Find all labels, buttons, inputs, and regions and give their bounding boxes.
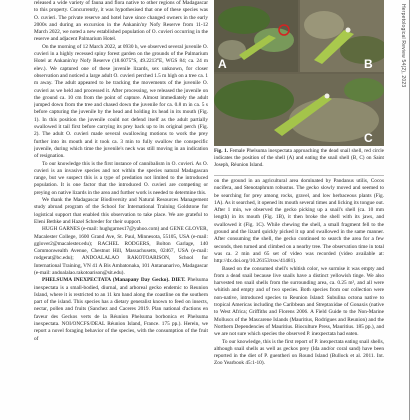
species-body: Phelsuma inexpectata is a small-bodied, diurnal, and arboreal gecko endemic to Reunion Island, where it is restricted to an 11 km band along the coastline on the southern part of the island. This species has a dietary generalist known to feed on insects, nectar, pollen and fruits (Sanchez and Caceres 2019. Plan national d'actions en faveur des Geckos verts de la Réunion Phelsuma borbonica et Phelsuma inexpectata. NOI/ONCFS/DEAL Réunion Island, France. 175 pp.). Herein, we report a novel foraging behavior of the species, with the consumption of the fruit of bbox=[34, 277, 208, 342]
left-paragraph-5 bbox=[34, 277, 208, 343]
left-paragraph-2: On the morning of 12 March 2022, at 0930 h, we observed several juvenile O. cuvieri in a highly recessed spiny forest garden on the grounds of the Palmarium Hotel at Ankanin'ny Nofy Reserve (18.6075°S, 49.2213°E, WGS 84; ca. 24 m elev.). We captured one of these juvenile lizards, sex unknown, for closer observation and noticed a large adult O. cuvieri perched 1.5 m high on a tree ca. 1 m away. The adult appeared to be tracking the movements of the juvenile O. cuvieri as we held and processed it. After processing, we released the juvenile on the ground ca. 10 cm from the point of capture. Almost immediately the adult jumped down from the tree and chased down the juvenile for ca. 0.8 m in ca. 5 s before capturing the juvenile by the head and holding its head in its mouth (Fig. 1). In this position the juvenile could not defend itself as the adult partially swallowed it tail first before carrying its prey back up to its original perch (Fig. 2). The adult O. cuvieri made several swallowing motions to work the prey further into its mouth and it took ca. 3 min to fully swallow the conspecific juvenile, during which time the juvenile's neck was still moving in an indication of resignation. bbox=[34, 43, 208, 160]
caption-divider bbox=[214, 175, 384, 176]
left-column bbox=[34, 0, 208, 420]
figure-photo-composite bbox=[214, 0, 384, 146]
right-column bbox=[214, 178, 384, 368]
panel-c-label: C bbox=[364, 131, 373, 145]
author-affiliations: HUGH GARNES (e-mail: hughgarnes17@yahoo.com) and GENE GLOVER, Macalester College, 1600 Grand Ave, St. Paul, Minnesota, 55105, USA (e-mail: gglover2@macalester.edu); RACHEL RODGERS, Bolton Garlage, 140 Commonwealth Avenue, Chestnut Hill, Massachusetts, 02467, USA (e-mail: rodgerat@bc.edu); ANDOALALAO RAKOTOARISON, School for International Training, VN 41 A Bis Ambatonaka, 101 Antananarivo, Madagascar (e-mail: andoalalao.rakotoarison@sit.edu). bbox=[34, 226, 208, 276]
species-heading: PHELSUMA INEXPECTATA (Manapany Day Gecko). DIET. bbox=[42, 277, 186, 284]
panel-a bbox=[214, 0, 298, 72]
panel-c bbox=[214, 74, 384, 146]
figure-number: Fig. 1. bbox=[214, 148, 229, 154]
figure-caption-text: Female Phelsuma inexpectata approaching the dead snail shell, red circle indicates the position of the shell (A) and eating the snail shell (B, C) on Saint Joseph, Réunion Island. bbox=[214, 148, 384, 169]
running-header: Herpetological Review 54(2), 2023 bbox=[400, 4, 406, 88]
panel-b bbox=[300, 0, 384, 72]
right-paragraph-3: To our knowledge, this is the first report of P. inexpectata eating snail shells, although snail shells as well as geckos prey (Ida and/or coral sand) have been reported in the diet of P. guentheri on Round Island (Bullock et al. 2011. Int. Zoo Yearbook 45:1-10). bbox=[214, 338, 384, 367]
left-paragraph-4: We thank the Madagascar Biodiversity and Natural Resources Management study abroad program of the School for International Training Goldstone for logistical support that enabled this observation to take place. We are grateful to Eleni Bethke and Hazel Schreder for their support. bbox=[34, 197, 208, 225]
left-margin bbox=[0, 0, 30, 420]
left-paragraph-3: To our knowledge this is the first instance of cannibalism in O. cuvieri. As O. cuvieri is an invasive species and not within the species natural Madagascan range, but we suspect this is a type of predation not limited to the introduced population. It is one factor that the introduced O. cuvieri are competing or preying on native lizards in the area and further work is needed to determine this. bbox=[34, 160, 208, 196]
right-paragraph-1: on the ground in an agricultural area dominated by Pandanus utilis, Cocos nucifera, and Stenotaphrum robustus. The gecko slowly moved and seemed to be searching for prey among rocks, gravel, and low herbaceous plants (Fig. 1A). As it searched, it opened its mouth several times and licking its tongue out. After 1 min, we observed the gecko picking up a snail's shell (ca. 10 mm length) in its mouth (Fig. 1B), it then broke the shell with its jaws, and swallowed it (Fig. 1C). While chewing the shell, a small fragment fell to the ground and the lizard quickly picked it up and swallowed in the same manner. After consuming the shell, the gecko continued to search the area for a few seconds, then turned and climbed on a nearby tree. The observation time in total was ca. 2 min and 65 set of video was recorded (video available at: http://dx.doi.org/10.26153/tsw/41481). bbox=[214, 178, 384, 265]
panel-b-label: B bbox=[364, 57, 373, 71]
figure-caption bbox=[214, 148, 384, 169]
left-paragraph-1: released a wide variety of fauna and flora native to other regions of Madagascar to this property. Concurrently, it was hypothesised that one of these species was O. cuvieri. The private reserve and hotel have since changed owners in the early 2000s and during an excursion in the Ankanin'ny Nofy Reserve from 11-12 March 2022, we noted a new established population of O. cuvieri occurring in the reserve and adjacent Palmarium Hotel. bbox=[34, 0, 208, 43]
panel-a-label: A bbox=[218, 57, 227, 71]
right-paragraph-2: Based on the consumed shell's whitish color, we surmise it was empty and from a dead snail because live snails have a distinct yellowish tinge. We also harvested ten snail shells from the surrounding area, ca. 0.25 m², and all were whitish and empty and of two species. Both species from our collection were non-native, introduced species to Reunion Island: Subulina octona native to tropical Americas including the Caribbean and Streptaxidae of Gonaxis (native to West Africa; Griffiths and Florens 2006. A Field Guide to the Non-Marine Molluscs of the Mascarene Islands (Mauritius, Rodrigues and Reunion) and the Northern Dependencies of Mauritius. Bioculture Press, Mauritius. 185 pp.), and we are not sure which species the observed P. inexpectata had eaten. bbox=[214, 265, 384, 338]
margin-rule bbox=[409, 0, 410, 420]
photo-panels bbox=[214, 0, 384, 146]
